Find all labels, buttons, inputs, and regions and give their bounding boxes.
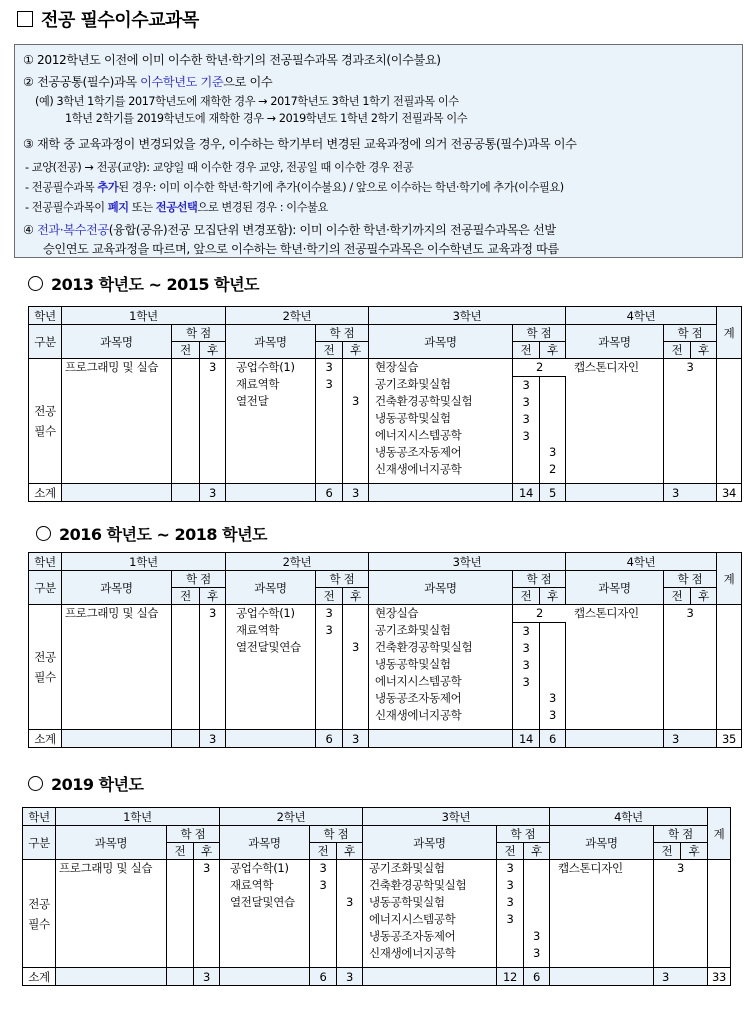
credit-value <box>337 860 362 877</box>
credit-value: 3 <box>522 412 530 426</box>
subtotal-value: 3 <box>654 968 708 986</box>
total-value: 35 <box>717 730 742 748</box>
credit-value <box>316 639 342 656</box>
credit-value: 3 <box>319 861 327 875</box>
credit-value: 3 <box>548 708 557 722</box>
header-course: 과목명 <box>363 826 497 860</box>
course-name: 에너지시스템공학 <box>375 674 462 688</box>
credit-value <box>524 911 549 928</box>
header-year-3: 3학년 <box>369 307 566 325</box>
page-title <box>17 6 199 32</box>
subtotal-label: 소계 <box>23 968 56 986</box>
header-credit: 학 점 <box>167 826 220 843</box>
credit-value <box>310 894 336 911</box>
credit-value <box>167 860 193 877</box>
subtotal-value: 3 <box>200 730 226 748</box>
credit-value: 3 <box>548 445 557 459</box>
credit-value <box>343 605 368 622</box>
header-credit: 학 점 <box>513 325 566 342</box>
course-name: 에너지시스템공학 <box>375 428 462 442</box>
credit-value: 3 <box>522 641 530 655</box>
credit-value <box>172 359 199 376</box>
course-name: 캡스톤디자인 <box>558 861 623 875</box>
circle-icon <box>28 276 43 291</box>
curriculum-table: 학년 1학년 2학년 3학년 4학년 계 구분 과목명 학 점 과목명 학 점 과목명 학 점 과목명 학 점 전 후 전 후 전 후 전 후 전공 필수 프로그래밍 및 실습 3 공업수학(1) 재료역학 열전달및연습 3 3 3 현장실습 공기조화및실험 건축환경공학및실험 냉동공학및실험 에너지시스템공학 냉동공조자동제어 신재생에너지공학 2 3 3 3 3 3 3 캡스톤디자인 3 소계 3 6 3 14 6 3 35 <box>28 552 742 748</box>
credit-value: 3 <box>208 360 217 374</box>
course-name: 프로그래밍 및 실습 <box>59 861 153 875</box>
credit-value <box>524 894 549 911</box>
header-year-4: 4학년 <box>566 307 717 325</box>
credit-value <box>343 622 368 639</box>
course-name: 현장실습 <box>375 606 419 620</box>
header-course: 과목명 <box>226 571 316 605</box>
credit-value: 3 <box>522 658 530 672</box>
course-name: 공기조화및실험 <box>369 861 445 875</box>
credit-value: 3 <box>506 861 514 875</box>
credit-value: 3 <box>686 360 694 374</box>
header-year-4: 4학년 <box>566 553 717 571</box>
notice-item-3b: - 전공필수과목 추가된 경우: 이미 이수한 학년·학기에 추가(이수불요) / 앞으로 이수하는 학년·학기에 추가(이수필요) <box>25 181 564 194</box>
credit-value <box>513 462 539 479</box>
credit-value: 3 <box>325 606 333 620</box>
credit-value: 3 <box>351 640 360 654</box>
subtotal-value: 6 <box>540 730 566 748</box>
subtotal-label: 소계 <box>29 730 62 748</box>
header-course: 과목명 <box>550 826 654 860</box>
course-name: 캡스톤디자인 <box>574 360 639 374</box>
notice-item-3: ③ 재학 중 교육과정이 변경되었을 경우, 이수하는 학기부터 변경된 교육과정에 의거 전공공통(필수)과목 이수 <box>23 137 577 151</box>
course-name: 캡스톤디자인 <box>574 606 639 620</box>
course-name: 열전달 <box>236 394 269 408</box>
total-value: 33 <box>708 968 731 986</box>
header-total: 계 <box>708 808 731 860</box>
subtotal-value: 3 <box>337 968 363 986</box>
credit-value <box>513 708 539 725</box>
credit-value: 3 <box>686 606 694 620</box>
header-course: 과목명 <box>566 571 664 605</box>
course-name: 프로그래밍 및 실습 <box>65 606 159 620</box>
credit-value: 3 <box>506 912 514 926</box>
credit-value <box>540 622 565 639</box>
credit-value <box>343 359 368 376</box>
credit-value <box>540 427 565 444</box>
header-gubun: 구분 <box>29 325 62 359</box>
course-name: 신재생에너지공학 <box>375 708 462 722</box>
notice-item-4: ④ 전과·복수전공(융합(공유)전공 모집단위 변경포함): 이미 이수한 학년·학기까지의 전공필수과목은 선발 <box>23 223 556 237</box>
subtotal-value: 3 <box>200 484 226 502</box>
credit-value <box>497 945 523 962</box>
header-credit: 학 점 <box>513 571 566 588</box>
credit-value: 3 <box>345 895 354 909</box>
header-year-3: 3학년 <box>369 553 566 571</box>
notice-example-2: 1학년 2학기를 2019학년도에 재학한 경우 → 2019학년도 1학년 2학기 전필과목 이수 <box>65 112 468 125</box>
subtotal-value: 6 <box>316 484 343 502</box>
header-year-1: 1학년 <box>62 553 226 571</box>
course-name: 현장실습 <box>375 360 419 374</box>
credit-value: 3 <box>548 691 557 705</box>
subtotal-value: 3 <box>194 968 220 986</box>
subtotal-label: 소계 <box>29 484 62 502</box>
header-year-3: 3학년 <box>363 808 550 826</box>
row-label: 전공 필수 <box>29 359 62 484</box>
subtotal-value: 6 <box>310 968 337 986</box>
header-year-4: 4학년 <box>550 808 708 826</box>
course-name: 재료역학 <box>236 623 280 637</box>
credit-value: 3 <box>319 878 327 892</box>
header-course: 과목명 <box>62 325 172 359</box>
credit-value <box>524 860 549 877</box>
notice-item-3a: - 교양(전공) → 전공(교양): 교양일 때 이수한 경우 교양, 전공일 때 이수한 경우 전공 <box>25 161 414 174</box>
credit-value: 3 <box>325 623 333 637</box>
header-credit: 학 점 <box>664 571 717 588</box>
total-value: 34 <box>717 484 742 502</box>
subtotal-value: 6 <box>316 730 343 748</box>
notice-example-1: (예) 3학년 1학기를 2017학년도에 재학한 경우 → 2017학년도 3학년 1학기 전필과목 이수 <box>35 95 459 108</box>
credit-value <box>540 393 565 410</box>
header-year-2: 2학년 <box>220 808 363 826</box>
course-name: 열전달및연습 <box>230 895 295 909</box>
notice-item-3c: - 전공필수과목이 폐지 또는 전공선택으로 변경된 경우 : 이수불요 <box>25 201 328 214</box>
notice-box <box>14 44 743 258</box>
course-name: 프로그래밍 및 실습 <box>65 360 159 374</box>
credit-value <box>540 410 565 427</box>
credit-value: 3 <box>532 946 541 960</box>
notice-item-2: ② 전공공통(필수)과목 이수학년도 기준으로 이수 <box>23 75 273 89</box>
header-gubun: 구분 <box>29 571 62 605</box>
credit-value: 3 <box>522 624 530 638</box>
course-name: 냉동공조자동제어 <box>369 929 456 943</box>
course-name: 냉동공조자동제어 <box>375 691 462 705</box>
credit-value <box>540 656 565 673</box>
circle-icon <box>36 526 51 541</box>
course-name: 공업수학(1) <box>230 861 289 875</box>
credit-value: 3 <box>522 429 530 443</box>
header-gubun: 구분 <box>23 826 56 860</box>
notice-item-4b: 승인연도 교육과정을 따르며, 앞으로 이수하는 학년·학기의 전공필수과목은 이수학년도 교육과정 따름 <box>43 242 559 256</box>
credit-value: 3 <box>506 895 514 909</box>
curriculum-table: 학년 1학년 2학년 3학년 4학년 계 구분 과목명 학 점 과목명 학 점 과목명 학 점 과목명 학 점 전 후 전 후 전 후 전 후 전공 필수 프로그래밍 및 실습 3 공업수학(1) 재료역학 열전달및연습 3 3 3 공기조화및실험 건축환경공학및실험 냉동공학및실험 에너지시스템공학 냉동공조자동제어 신재생에너지공학 3 3 3 3 3 3 캡스톤디자인 3 소계 3 6 3 12 6 3 33 <box>22 807 731 986</box>
credit-value <box>513 445 539 462</box>
credit-value <box>337 877 362 894</box>
header-credit: 학 점 <box>664 325 717 342</box>
course-name: 공업수학(1) <box>236 606 295 620</box>
header-credit: 학 점 <box>654 826 708 843</box>
subtotal-value: 3 <box>343 730 369 748</box>
header-total: 계 <box>717 553 742 605</box>
subtotal-value: 3 <box>664 730 717 748</box>
course-name: 냉동공조자동제어 <box>375 445 462 459</box>
row-label: 전공 필수 <box>29 605 62 730</box>
subtotal-value: 12 <box>497 968 524 986</box>
credit-value: 3 <box>506 878 514 892</box>
header-credit: 학 점 <box>316 325 369 342</box>
course-name: 건축환경공학및실험 <box>375 640 473 654</box>
credit-value: 3 <box>325 377 333 391</box>
section-title-2019: 2019 학년도 <box>28 772 143 795</box>
course-name: 재료역학 <box>230 878 274 892</box>
credit-value <box>497 928 523 945</box>
header-credit: 학 점 <box>316 571 369 588</box>
header-course: 과목명 <box>369 325 513 359</box>
section-title-2016: 2016 학년도 ~ 2018 학년도 <box>36 522 267 545</box>
credit-value <box>172 605 199 622</box>
checkbox-icon <box>17 11 33 27</box>
course-name: 냉동공학및실험 <box>369 895 445 909</box>
course-name: 재료역학 <box>236 377 280 391</box>
header-credit: 학 점 <box>310 826 363 843</box>
course-name: 공기조화및실험 <box>375 377 451 391</box>
header-credit: 학 점 <box>172 325 226 342</box>
credit-value: 3 <box>532 929 541 943</box>
subtotal-value: 14 <box>513 730 540 748</box>
course-name: 에너지시스템공학 <box>369 912 456 926</box>
header-credit: 학 점 <box>172 571 226 588</box>
credit-value: 3 <box>522 378 530 392</box>
header-credit: 학 점 <box>497 826 550 843</box>
header-course: 과목명 <box>566 325 664 359</box>
course-name: 신재생에너지공학 <box>369 946 456 960</box>
course-name: 건축환경공학및실험 <box>375 394 473 408</box>
credit-value <box>524 877 549 894</box>
course-name: 신재생에너지공학 <box>375 462 462 476</box>
page-title-text: 전공 필수이수교과목 <box>41 10 199 31</box>
subtotal-value: 6 <box>524 968 550 986</box>
header-course: 과목명 <box>369 571 513 605</box>
credit-value <box>540 639 565 656</box>
credit-value: 3 <box>208 606 217 620</box>
header-year-2: 2학년 <box>226 553 369 571</box>
subtotal-value: 3 <box>343 484 369 502</box>
header-year-2: 2학년 <box>226 307 369 325</box>
course-name: 공업수학(1) <box>236 360 295 374</box>
credit-value: 3 <box>522 675 530 689</box>
header-course: 과목명 <box>56 826 167 860</box>
subtotal-value: 14 <box>513 484 540 502</box>
header-course: 과목명 <box>226 325 316 359</box>
header-year: 학년 <box>29 307 62 325</box>
credit-value <box>540 673 565 690</box>
credit-value: 3 <box>325 360 333 374</box>
credit-value <box>343 376 368 393</box>
header-year: 학년 <box>29 553 62 571</box>
circle-icon <box>28 776 43 791</box>
header-year-1: 1학년 <box>56 808 220 826</box>
course-name: 냉동공학및실험 <box>375 657 451 671</box>
field-credit: 2 <box>513 359 566 377</box>
course-name: 냉동공학및실험 <box>375 411 451 425</box>
credit-value <box>513 691 539 708</box>
credit-value: 3 <box>676 861 685 875</box>
course-name: 건축환경공학및실험 <box>369 878 467 892</box>
header-year: 학년 <box>23 808 56 826</box>
header-course: 과목명 <box>220 826 310 860</box>
curriculum-table: 학년 1학년 2학년 3학년 4학년 계 구분 과목명 학 점 과목명 학 점 과목명 학 점 과목명 학 점 전 후 전 후 전 후 전 후 전공 필수 프로그래밍 및 실습 3 공업수학(1) 재료역학 열전달 3 3 3 현장실습 공기조화및실험 건축환경공학및실험 냉동공학및실험 에너지시스템공학 냉동공조자동제어 신재생에너지공학 2 3 3 3 3 3 2 캡스톤디자인 3 소계 3 6 3 14 5 3 34 <box>28 306 742 502</box>
course-name: 공기조화및실험 <box>375 623 451 637</box>
credit-value: 3 <box>202 861 211 875</box>
credit-value: 3 <box>351 394 360 408</box>
subtotal-value: 5 <box>540 484 566 502</box>
header-course: 과목명 <box>62 571 172 605</box>
header-total: 계 <box>717 307 742 359</box>
credit-value <box>540 376 565 393</box>
credit-value: 2 <box>548 462 557 476</box>
section-title-2013: 2013 학년도 ~ 2015 학년도 <box>28 272 259 295</box>
credit-value: 3 <box>522 395 530 409</box>
header-year-1: 1학년 <box>62 307 226 325</box>
notice-item-1: ① 2012학년도 이전에 이미 이수한 학년·학기의 전공필수과목 경과조치(이수불요) <box>23 53 441 67</box>
subtotal-value: 3 <box>664 484 717 502</box>
course-name: 열전달및연습 <box>236 640 301 654</box>
credit-value <box>316 393 342 410</box>
row-label: 전공 필수 <box>23 860 56 968</box>
field-credit: 2 <box>513 605 566 623</box>
